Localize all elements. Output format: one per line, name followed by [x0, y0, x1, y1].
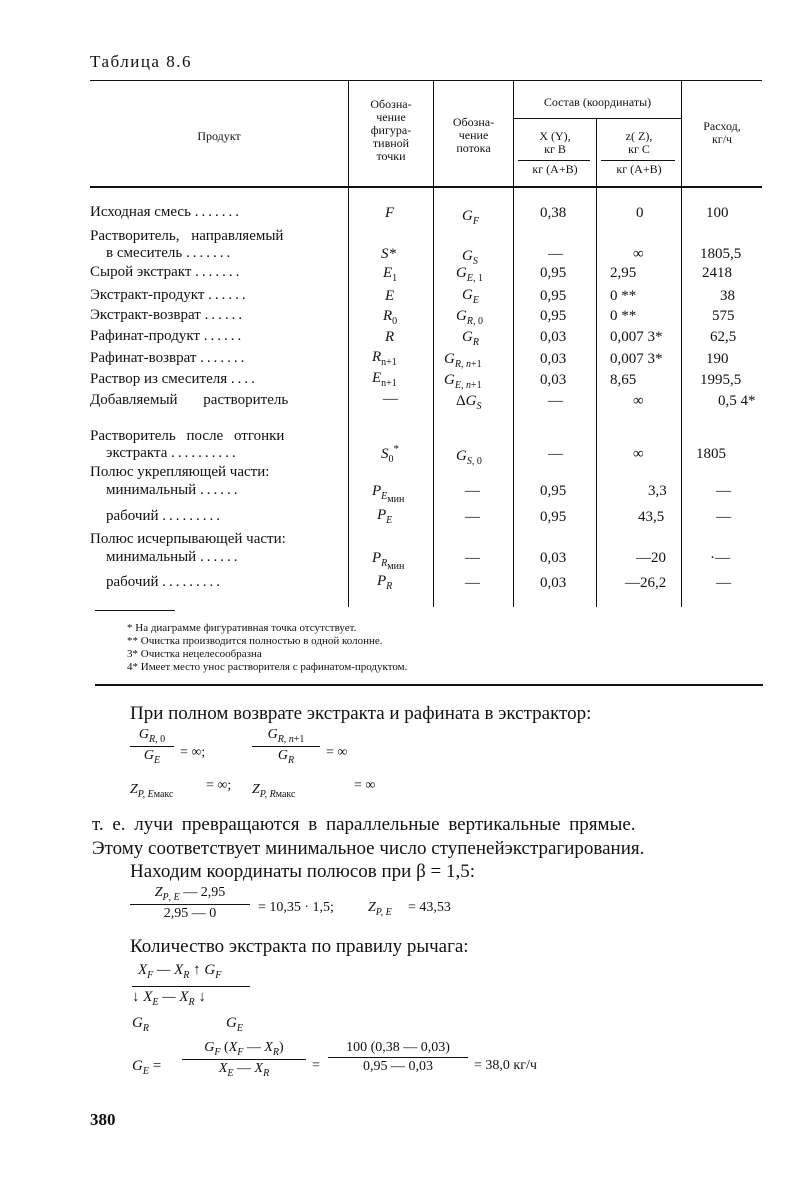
lever-result: = 38,0 кг/ч — [474, 1058, 537, 1073]
x-value: 0,95 — [540, 265, 567, 281]
table-row-product: Исходная смесь ....... — [90, 204, 242, 220]
formula-ratio-2: $G_{R, n+1}$ $G_R$ — [252, 727, 320, 766]
stream-symbol: — — [465, 575, 480, 591]
point-symbol: $E_{n+1}$ — [372, 370, 397, 389]
point-symbol: $P_{R_{мин}}$ — [372, 550, 405, 572]
z-unit-rule — [601, 160, 675, 161]
footnote: 3* Очистка нецелесообразна — [127, 648, 262, 660]
stream-symbol: $G_F$ — [462, 208, 479, 227]
col-divider-5 — [681, 80, 682, 607]
z-value: 0 ** — [610, 308, 637, 324]
table-row-product: Экстракт-возврат ...... — [90, 307, 246, 323]
footnote: ** Очистка производится полностью в одной колонне. — [127, 635, 383, 647]
formula-pole-z: $Z_{P, E}$ — [368, 900, 392, 918]
x-value: 0,95 — [540, 308, 567, 324]
table-header-rule — [90, 186, 762, 188]
z-value: 8,65 — [610, 372, 637, 388]
col-divider-2 — [433, 80, 434, 607]
x-value: — — [548, 446, 563, 462]
x-value: 0,03 — [540, 575, 567, 591]
table-row-product: минимальный ...... — [106, 482, 241, 498]
formula-pole: $Z_{P, E}$ — 2,95 2,95 — 0 — [130, 885, 250, 922]
flow-value: 2418 — [702, 265, 732, 281]
flow-value: 1995,5 — [700, 372, 742, 388]
body-paragraph: т. е. лучи превращаются в параллельные вертикальные прямые. — [92, 814, 636, 835]
point-symbol: — — [383, 391, 398, 407]
header-product: Продукт — [197, 129, 241, 143]
stream-symbol: $G_R$ — [462, 329, 479, 348]
x-value: 0,03 — [540, 329, 567, 345]
table-row-product: экстракта .......... — [106, 445, 239, 461]
x-value: 0,95 — [540, 509, 567, 525]
table-row-product: рабочий ......... — [106, 574, 223, 590]
table-row-product: Рафинат-возврат ....... — [90, 350, 248, 366]
point-symbol: F — [385, 205, 395, 221]
table-row-product: минимальный ...... — [106, 549, 241, 565]
col-divider-4 — [596, 118, 597, 607]
flow-value: 1805,5 — [700, 246, 742, 262]
table-row-product: рабочий ......... — [106, 508, 223, 524]
flow-value: ·— — [710, 550, 730, 566]
stream-symbol: $\Delta G_S$ — [456, 393, 482, 412]
stream-symbol: — — [465, 550, 480, 566]
body-paragraph: Находим координаты полюсов при β = 1,5: — [130, 861, 476, 882]
lever-diagram: $X_F$ — $X_R$ ↑ $G_F$ — [138, 962, 222, 981]
table-row-product: Сырой экстракт ....... — [90, 264, 243, 280]
flow-value: 1805 — [696, 446, 726, 462]
footnote: * На диаграмме фигуративная точка отсутствует. — [127, 622, 357, 634]
header-z-unit: кг (А+В) — [616, 162, 662, 176]
stream-symbol: $G_E$ — [462, 287, 479, 306]
flow-value: 38 — [720, 288, 735, 304]
header-flow: Расход, кг/ч — [703, 119, 741, 146]
z-value: —20 — [636, 550, 666, 566]
point-symbol: S* — [381, 246, 396, 262]
point-symbol: E — [385, 288, 395, 304]
x-value: 0,03 — [540, 372, 567, 388]
point-symbol: $P_E$ — [377, 507, 393, 526]
header-composition: Состав (координаты) — [543, 95, 652, 109]
lever-frac-num: 100 (0,38 — 0,03) 0,95 — 0,03 — [328, 1040, 468, 1075]
composition-rule — [513, 118, 681, 119]
header-point: Обозна- чение фигура- тивной точки — [370, 97, 412, 163]
point-symbol: R — [385, 329, 395, 345]
x-value: 0,03 — [540, 550, 567, 566]
z-value: ∞ — [633, 246, 644, 262]
formula-eq: = ∞ — [326, 745, 348, 760]
x-value: — — [548, 393, 563, 409]
z-value: 43,5 — [638, 509, 665, 525]
formula-z-max-r: $Z_{P, Rмакс}$ — [252, 782, 296, 800]
flow-value: — — [716, 575, 731, 591]
col-divider-3 — [513, 80, 514, 607]
formula-eq: = ∞; — [180, 745, 206, 760]
stream-symbol: $G_{S, 0}$ — [456, 448, 482, 467]
table-row-product: Добавляемый растворитель — [90, 392, 289, 408]
table-row-product: в смеситель ....... — [106, 245, 234, 261]
header-x-unit: кг (А+В) — [532, 162, 578, 176]
flow-value: 575 — [712, 308, 735, 324]
table-row-product: Полюс укрепляющей части: — [90, 464, 270, 480]
point-symbol: $E_1$ — [383, 265, 398, 284]
z-value: 0 — [636, 205, 644, 221]
flow-value: — — [716, 509, 731, 525]
x-value: — — [548, 246, 563, 262]
lever-diagram: $G_E$ — [226, 1015, 243, 1034]
formula-pole-rhs: = 10,35 · 1,5; — [258, 900, 334, 915]
body-paragraph: При полном возврате экстракта и рафината в экстрактор: — [130, 703, 592, 724]
body-paragraph: Этому соответствует минимальное число ступенейэкстрагирования. — [92, 838, 645, 859]
flow-value: 100 — [706, 205, 729, 221]
footnote-rule — [95, 610, 175, 611]
stream-symbol: — — [465, 483, 480, 499]
stream-symbol: $G_{R, n+1}$ — [444, 351, 482, 370]
formula-ratio-1: $G_{R, 0}$ $G_E$ — [130, 727, 174, 766]
x-value: 0,03 — [540, 351, 567, 367]
flow-value: 190 — [706, 351, 729, 367]
point-symbol: $P_{E_{мин}}$ — [372, 483, 405, 505]
flow-value: 0,5 4* — [718, 393, 756, 409]
table-row-product: Экстракт-продукт ...... — [90, 287, 249, 303]
stream-symbol: $G_{E, n+1}$ — [444, 372, 482, 391]
table-top-rule — [90, 80, 762, 81]
lever-bar — [132, 986, 250, 987]
stream-symbol: $G_{R, 0}$ — [456, 308, 483, 327]
lever-diagram: ↓ $X_E$ — $X_R$ ↓ — [132, 989, 206, 1008]
x-value: 0,95 — [540, 483, 567, 499]
x-value: 0,95 — [540, 288, 567, 304]
table-row-product: Растворитель после отгонки — [90, 428, 285, 444]
flow-value: 62,5 — [710, 329, 737, 345]
table-row-product: Полюс исчерпывающей части: — [90, 531, 286, 547]
body-paragraph: Количество экстракта по правилу рычага: — [130, 936, 469, 957]
z-value: ∞ — [633, 446, 644, 462]
z-value: 2,95 — [610, 265, 637, 281]
stream-symbol: $G_{E, 1}$ — [456, 265, 483, 284]
header-stream: Обозна- чение потока — [452, 115, 495, 155]
z-value: 0,007 3* — [610, 329, 663, 345]
table-row-product: Раствор из смесителя .... — [90, 371, 258, 387]
stream-symbol: $G_S$ — [462, 248, 478, 267]
lever-eq: = — [312, 1058, 320, 1073]
z-value: 0,007 3* — [610, 351, 663, 367]
formula-eq: = ∞; — [206, 778, 232, 793]
stream-symbol: — — [465, 509, 480, 525]
table-bottom-rule — [95, 684, 763, 686]
point-symbol: $R_0$ — [383, 308, 398, 327]
point-symbol: $P_R$ — [377, 573, 393, 592]
x-value: 0,38 — [540, 205, 567, 221]
z-value: ∞ — [633, 393, 644, 409]
table-row-product: Растворитель, направляемый — [90, 228, 284, 244]
footnote: 4* Имеет место унос растворителя с рафинатом-продуктом. — [127, 661, 408, 673]
point-symbol: $R_{n+1}$ — [372, 349, 397, 368]
header-z: z( Z), кг С — [625, 129, 653, 156]
flow-value: — — [716, 483, 731, 499]
z-value: 3,3 — [648, 483, 667, 499]
lever-frac: $G_F$ ($X_F$ — $X_R$) $X_E$ — $X_R$ — [182, 1040, 306, 1079]
lever-ge: $G_E$ = — [132, 1058, 162, 1077]
header-x: X (Y), кг В — [539, 129, 571, 156]
point-symbol: $S_0^*$ — [381, 443, 399, 465]
formula-pole-res: = 43,53 — [408, 900, 451, 915]
formula-z-max-e: $Z_{P, Eмакс}$ — [130, 782, 174, 800]
lever-diagram: $G_R$ — [132, 1015, 149, 1034]
x-unit-rule — [518, 160, 590, 161]
table-caption: Таблица 8.6 — [90, 52, 192, 71]
formula-eq: = ∞ — [354, 778, 376, 793]
z-value: —26,2 — [625, 575, 667, 591]
table-row-product: Рафинат-продукт ...... — [90, 328, 245, 344]
z-value: 0 ** — [610, 288, 637, 304]
page-number: 380 — [90, 1110, 116, 1129]
